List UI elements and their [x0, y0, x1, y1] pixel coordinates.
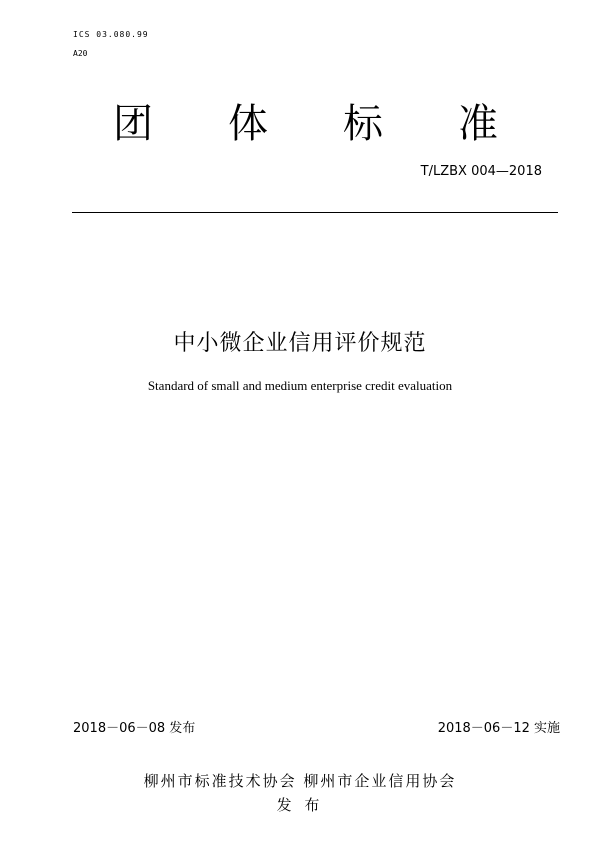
standard-number: T/LZBX 004—2018 — [420, 164, 542, 179]
issue-label: 发 布 — [276, 796, 324, 814]
implementation-date: 2018－06－12 实施 — [437, 721, 560, 736]
document-type-heading — [0, 92, 600, 152]
doc-type-char-2: 体 — [228, 101, 268, 147]
header-divider — [72, 212, 558, 213]
issuing-organizations: 柳州市标准技术协会 柳州市企业信用协会 — [143, 772, 457, 790]
doc-type-char-4: 准 — [458, 101, 498, 147]
english-title: Standard of small and medium enterprise credit evaluation — [147, 378, 453, 393]
ccs-code: A20 — [73, 49, 88, 58]
doc-type-char-3: 标 — [343, 101, 383, 147]
ics-code: ICS 03.080.99 — [73, 30, 149, 39]
doc-type-char-1: 团 — [113, 101, 153, 147]
publication-date: 2018－06－08 发布 — [73, 721, 196, 736]
chinese-title: 中小微企业信用评价规范 — [173, 331, 427, 356]
